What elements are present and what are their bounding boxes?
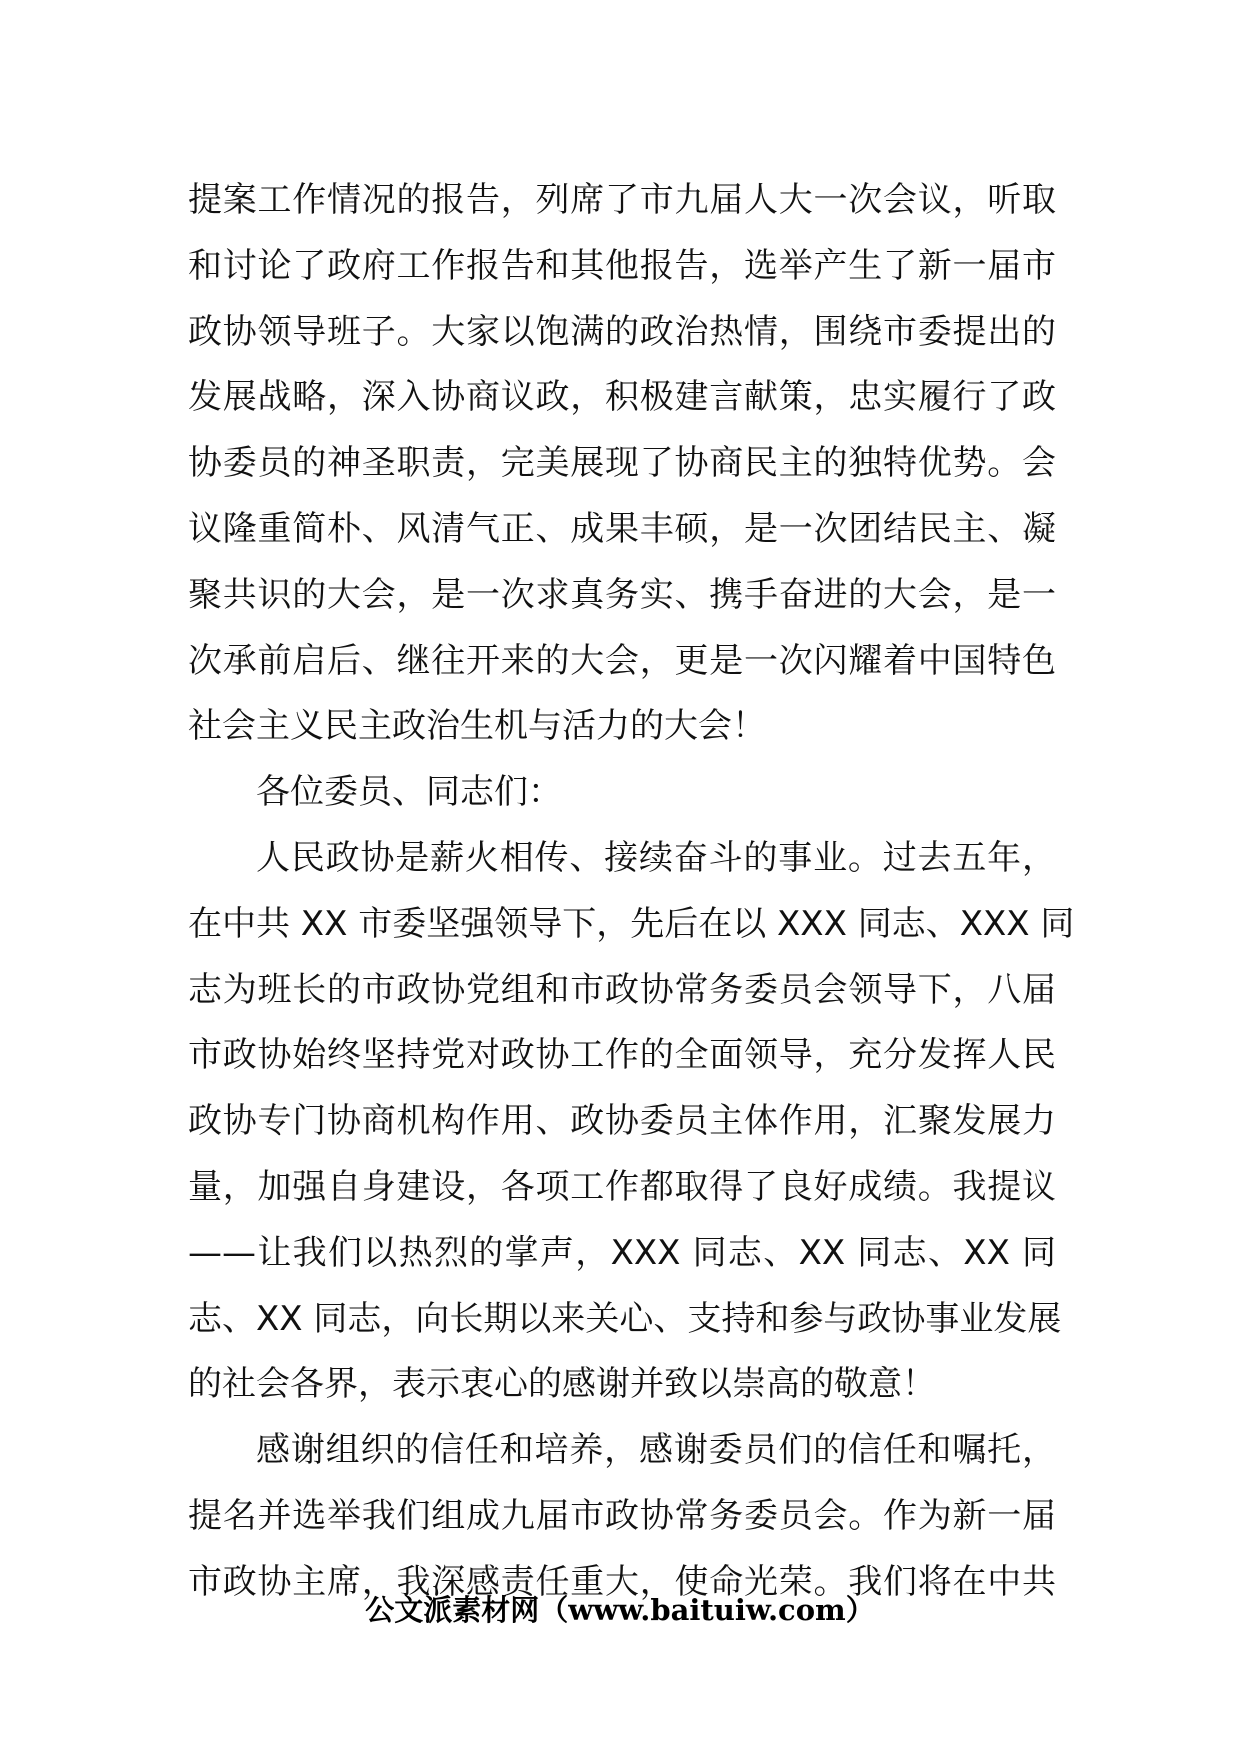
text-line: 发展战略，深入协商议政，积极建言献策，忠实履行了政 [188, 377, 1056, 418]
text-line: 市政协主席，我深感责任重大，使命光荣。我们将在中共 [188, 1561, 1056, 1602]
text-line: 和讨论了政府工作报告和其他报告，选举产生了新一届市 [188, 245, 1056, 286]
text-line: 人民政协是薪火相传、接续奋斗的事业。过去五年， [256, 837, 1056, 878]
text-line: 志为班长的市政协党组和市政协常务委员会领导下，八届 [188, 969, 1056, 1010]
text-line: 提名并选举我们组成九届市政协常务委员会。作为新一届 [188, 1495, 1056, 1536]
text-line: 政协专门协商机构作用、政协委员主体作用，汇聚发展力 [188, 1101, 1056, 1142]
text-line: 次承前启后、继往开来的大会，更是一次闪耀着中国特色 [188, 640, 1056, 681]
text-line: 议隆重简朴、风清气正、成果丰硕，是一次团结民主、凝 [188, 508, 1056, 549]
text-line: 在中共 XX 市委坚强领导下，先后在以 XXX 同志、XXX 同 [188, 903, 1075, 944]
text-line: 各位委员、同志们： [256, 772, 562, 813]
text-line: 量，加强自身建设，各项工作都取得了良好成绩。我提议 [188, 1166, 1056, 1207]
footer-watermark: 公文派素材网（www.baituiw.com） [365, 1593, 875, 1627]
text-line: 提案工作情况的报告，列席了市九届人大一次会议，听取 [188, 180, 1056, 220]
text-line: 感谢组织的信任和培养，感谢委员们的信任和嘱托， [256, 1430, 1056, 1471]
text-line: 政协领导班子。大家以饱满的政治热情，围绕市委提出的 [188, 311, 1056, 352]
text-line: 协委员的神圣职责，完美展现了协商民主的独特优势。会 [188, 443, 1056, 484]
text-line: 社会主义民主政治生机与活力的大会！ [188, 706, 766, 747]
text-line: 聚共识的大会，是一次求真务实、携手奋进的大会，是一 [188, 574, 1056, 615]
text-line: 志、XX 同志，向长期以来关心、支持和参与政协事业发展 [188, 1298, 1062, 1339]
text-line: ——让我们以热烈的掌声，XXX 同志、XX 同志、XX 同 [188, 1232, 1056, 1273]
text-line: 市政协始终坚持党对政协工作的全面领导，充分发挥人民 [188, 1035, 1056, 1076]
text-line: 的社会各界，表示衷心的感谢并致以崇高的敬意！ [188, 1364, 936, 1405]
document-body [188, 168, 1075, 1616]
